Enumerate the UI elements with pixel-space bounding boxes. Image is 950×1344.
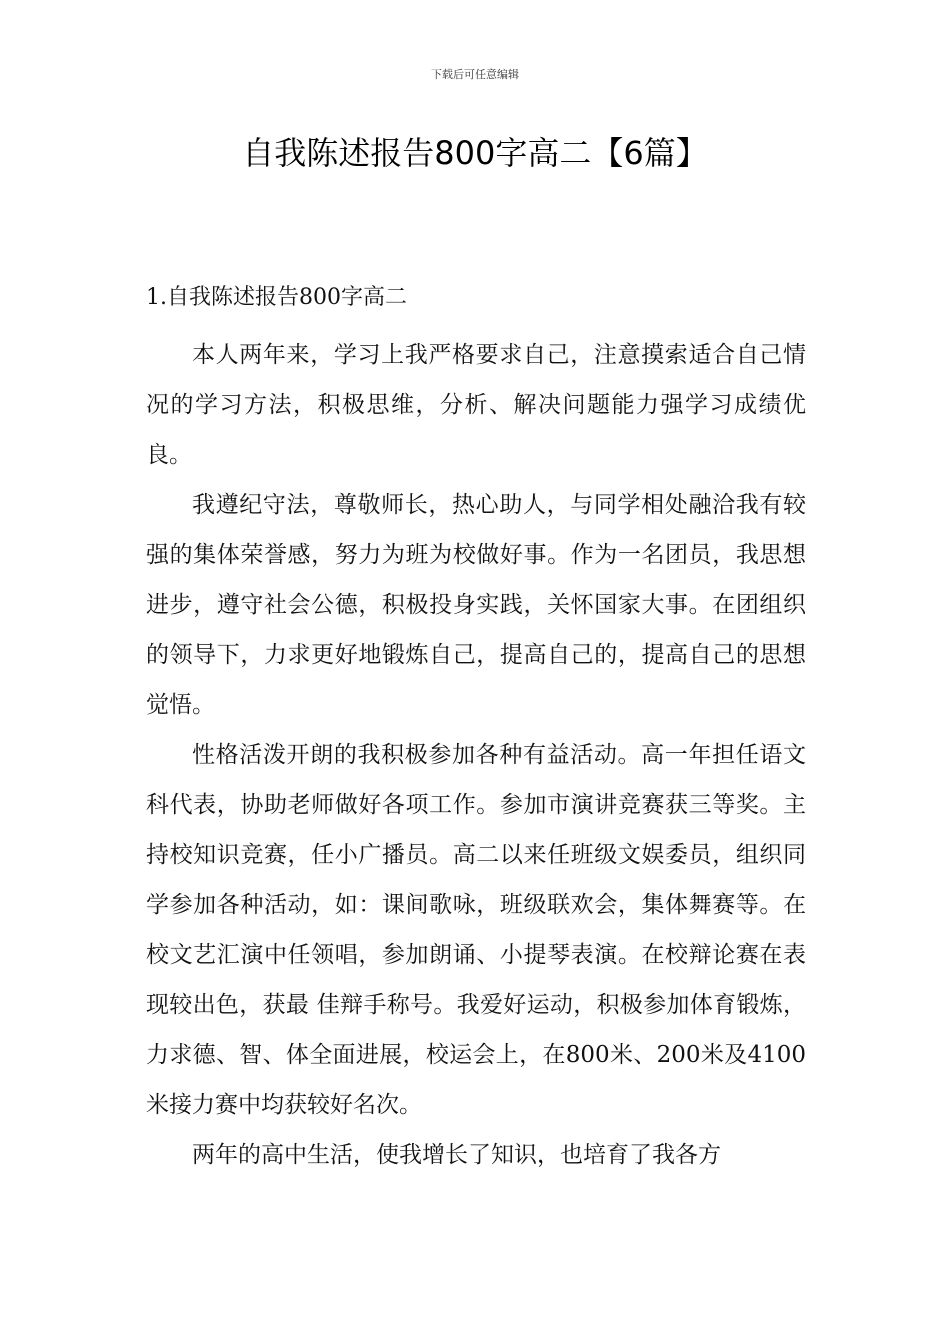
document-title: 自我陈述报告800字高二【6篇】 (242, 134, 708, 172)
document-body (146, 280, 806, 1180)
paragraph: 性格活泼开朗的我积极参加各种有益活动。高一年担任语文科代表，协助老师做好各项工作。参加市演讲竞赛获三等奖。主持校知识竞赛，任小广播员。高二以来任班级文娱委员，组织同学参加各种活动，如：课间歌咏，班级联欢会，集体舞赛等。在校文艺汇演中任领唱，参加朗诵、小提琴表演。在校辩论赛在表现较出色，获最 佳辩手称号。我爱好运动，积极参加体育锻炼，力求德、智、体全面进展，校运会上，在800米、200米及4100米接力赛中均获较好名次。 (146, 742, 806, 1118)
section-heading: 1.自我陈述报告800字高二 (146, 285, 407, 310)
paragraph: 两年的高中生活，使我增长了知识，也培育了我各方 (192, 1142, 721, 1168)
paragraph: 我遵纪守法，尊敬师长，热心助人，与同学相处融洽我有较强的集体荣誉感，努力为班为校做好事。作为一名团员，我思想进步，遵守社会公德，积极投身实践，关怀国家大事。在团组织的领导下，力求更好地锻炼自己，提高自己的，提高自己的思想觉悟。 (146, 492, 806, 718)
paragraph: 本人两年来，学习上我严格要求自己，注意摸索适合自己情况的学习方法，积极思维，分析、解决问题能力强学习成绩优良。 (146, 342, 806, 468)
header-note: 下载后可任意编辑 (431, 68, 519, 81)
